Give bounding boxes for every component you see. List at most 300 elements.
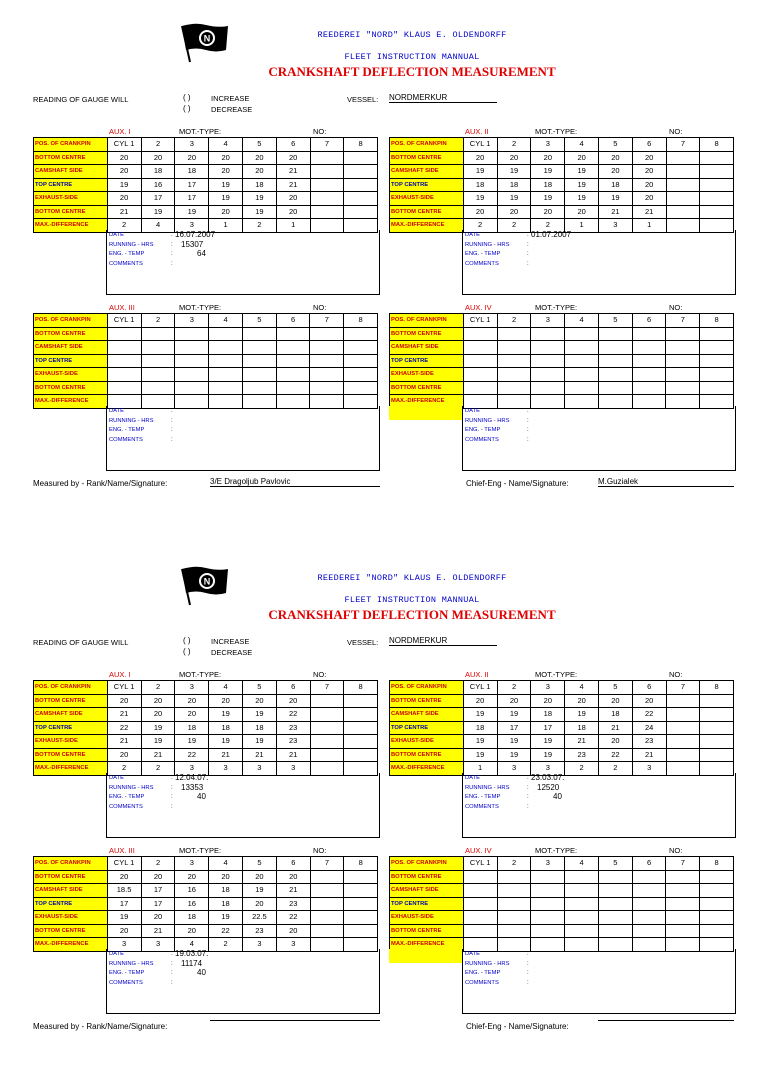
deflection-cell[interactable]: 18 xyxy=(599,708,633,722)
deflection-cell[interactable]: 20 xyxy=(243,165,277,179)
date-value[interactable]: 16.07.2007 xyxy=(175,230,216,239)
deflection-cell[interactable] xyxy=(107,341,141,355)
deflection-cell[interactable] xyxy=(463,354,497,368)
deflection-cell[interactable] xyxy=(700,381,734,395)
deflection-cell[interactable] xyxy=(565,870,599,884)
deflection-cell[interactable]: 3 xyxy=(276,938,310,952)
deflection-cell[interactable] xyxy=(700,341,734,355)
deflection-cell[interactable] xyxy=(344,178,378,192)
deflection-cell[interactable] xyxy=(565,368,599,382)
deflection-cell[interactable] xyxy=(497,327,531,341)
deflection-cell[interactable] xyxy=(565,911,599,925)
deflection-cell[interactable]: 16 xyxy=(141,178,175,192)
deflection-cell[interactable] xyxy=(700,721,734,735)
deflection-cell[interactable]: 21 xyxy=(632,205,666,219)
deflection-cell[interactable]: 20 xyxy=(209,694,243,708)
deflection-cell[interactable]: 2 xyxy=(531,219,565,233)
deflection-cell[interactable] xyxy=(310,735,344,749)
deflection-cell[interactable] xyxy=(209,354,243,368)
deflection-cell[interactable] xyxy=(531,884,565,898)
deflection-cell[interactable]: 20 xyxy=(497,694,531,708)
deflection-cell[interactable]: 21 xyxy=(276,165,310,179)
deflection-cell[interactable] xyxy=(209,368,243,382)
deflection-cell[interactable]: 20 xyxy=(531,205,565,219)
deflection-cell[interactable] xyxy=(632,368,666,382)
deflection-cell[interactable]: 3 xyxy=(209,762,243,776)
deflection-cell[interactable] xyxy=(463,341,497,355)
deflection-cell[interactable]: 23 xyxy=(242,924,276,938)
deflection-cell[interactable] xyxy=(598,924,632,938)
deflection-cell[interactable] xyxy=(666,735,700,749)
deflection-cell[interactable]: 1 xyxy=(565,219,599,233)
deflection-cell[interactable]: 2 xyxy=(565,762,599,776)
deflection-cell[interactable]: 20 xyxy=(107,870,141,884)
deflection-cell[interactable]: 21 xyxy=(276,884,310,898)
deflection-cell[interactable]: 20 xyxy=(565,151,599,165)
deflection-cell[interactable] xyxy=(344,165,378,179)
deflection-cell[interactable]: 16 xyxy=(175,884,209,898)
deflection-cell[interactable]: 21 xyxy=(243,748,277,762)
deflection-cell[interactable]: 20 xyxy=(276,192,310,206)
deflection-cell[interactable] xyxy=(141,368,175,382)
deflection-cell[interactable]: 2 xyxy=(599,762,633,776)
deflection-cell[interactable]: 17 xyxy=(141,897,175,911)
deflection-cell[interactable]: 2 xyxy=(107,762,141,776)
deflection-cell[interactable] xyxy=(598,911,632,925)
deflection-cell[interactable]: 19 xyxy=(531,748,565,762)
deflection-cell[interactable]: 20 xyxy=(599,735,633,749)
deflection-cell[interactable] xyxy=(700,327,734,341)
deflection-cell[interactable] xyxy=(666,192,700,206)
deflection-cell[interactable]: 19 xyxy=(243,192,277,206)
deflection-cell[interactable] xyxy=(310,748,344,762)
deflection-cell[interactable] xyxy=(175,354,209,368)
deflection-cell[interactable] xyxy=(666,694,700,708)
deflection-cell[interactable]: 20 xyxy=(497,151,531,165)
deflection-cell[interactable]: 21 xyxy=(209,748,243,762)
deflection-cell[interactable]: 19 xyxy=(242,884,276,898)
deflection-cell[interactable]: 20 xyxy=(141,708,175,722)
deflection-cell[interactable]: 19 xyxy=(565,708,599,722)
deflection-cell[interactable] xyxy=(666,708,700,722)
deflection-cell[interactable] xyxy=(310,341,344,355)
deflection-cell[interactable] xyxy=(666,354,700,368)
deflection-cell[interactable]: 22 xyxy=(276,708,310,722)
deflection-cell[interactable]: 19 xyxy=(107,178,141,192)
deflection-cell[interactable] xyxy=(344,748,378,762)
deflection-cell[interactable] xyxy=(344,884,378,898)
deflection-cell[interactable]: 20 xyxy=(175,924,209,938)
deflection-cell[interactable]: 20 xyxy=(175,708,209,722)
deflection-cell[interactable] xyxy=(531,327,565,341)
deflection-cell[interactable] xyxy=(700,911,734,925)
deflection-cell[interactable]: 21 xyxy=(565,735,599,749)
deflection-cell[interactable]: 22 xyxy=(599,748,633,762)
deflection-cell[interactable] xyxy=(276,327,310,341)
deflection-cell[interactable] xyxy=(598,327,632,341)
deflection-cell[interactable] xyxy=(632,870,666,884)
deflection-cell[interactable]: 20 xyxy=(276,205,310,219)
deflection-cell[interactable] xyxy=(344,924,378,938)
deflection-cell[interactable] xyxy=(632,911,666,925)
temp-value[interactable]: 40 xyxy=(197,792,206,801)
deflection-cell[interactable] xyxy=(565,341,599,355)
deflection-cell[interactable] xyxy=(531,381,565,395)
deflection-cell[interactable] xyxy=(310,721,344,735)
deflection-cell[interactable]: 19 xyxy=(463,165,497,179)
deflection-cell[interactable]: 19 xyxy=(209,911,243,925)
deflection-cell[interactable]: 18 xyxy=(463,178,497,192)
deflection-cell[interactable]: 19 xyxy=(209,708,243,722)
deflection-cell[interactable] xyxy=(242,341,276,355)
deflection-cell[interactable]: 20 xyxy=(107,748,141,762)
deflection-cell[interactable]: 22 xyxy=(209,924,243,938)
chief-eng-field[interactable]: M.Guzialek xyxy=(598,477,734,487)
deflection-cell[interactable]: 20 xyxy=(141,911,175,925)
deflection-cell[interactable]: 20 xyxy=(276,924,310,938)
deflection-cell[interactable]: 18 xyxy=(463,721,497,735)
deflection-cell[interactable] xyxy=(632,327,666,341)
deflection-cell[interactable]: 20 xyxy=(632,694,666,708)
deflection-cell[interactable]: 22 xyxy=(107,721,141,735)
deflection-cell[interactable] xyxy=(344,341,378,355)
deflection-cell[interactable] xyxy=(175,341,209,355)
temp-value[interactable]: 40 xyxy=(553,792,562,801)
deflection-cell[interactable] xyxy=(666,341,700,355)
deflection-cell[interactable] xyxy=(598,381,632,395)
deflection-cell[interactable]: 20 xyxy=(209,870,243,884)
deflection-cell[interactable] xyxy=(463,924,497,938)
deflection-cell[interactable]: 20 xyxy=(107,924,141,938)
deflection-cell[interactable]: 18 xyxy=(599,178,633,192)
deflection-cell[interactable]: 20 xyxy=(107,192,141,206)
deflection-cell[interactable]: 20 xyxy=(599,165,633,179)
deflection-cell[interactable] xyxy=(344,694,378,708)
deflection-cell[interactable]: 19 xyxy=(209,192,243,206)
deflection-cell[interactable]: 4 xyxy=(175,938,209,952)
deflection-cell[interactable] xyxy=(700,192,734,206)
deflection-cell[interactable]: 19 xyxy=(209,735,243,749)
chief-eng-field[interactable] xyxy=(598,1020,734,1021)
deflection-cell[interactable]: 20 xyxy=(565,205,599,219)
deflection-cell[interactable] xyxy=(497,911,531,925)
deflection-cell[interactable]: 3 xyxy=(175,219,209,233)
deflection-cell[interactable]: 1 xyxy=(276,219,310,233)
deflection-cell[interactable] xyxy=(497,924,531,938)
deflection-cell[interactable] xyxy=(666,381,700,395)
deflection-cell[interactable]: 20 xyxy=(243,151,277,165)
deflection-cell[interactable]: 18 xyxy=(209,897,243,911)
deflection-cell[interactable] xyxy=(344,354,378,368)
deflection-cell[interactable]: 18 xyxy=(141,165,175,179)
deflection-cell[interactable] xyxy=(632,341,666,355)
deflection-cell[interactable]: 20 xyxy=(141,870,175,884)
deflection-cell[interactable]: 20 xyxy=(107,151,141,165)
deflection-cell[interactable]: 20 xyxy=(141,694,175,708)
deflection-cell[interactable] xyxy=(276,368,310,382)
deflection-cell[interactable]: 20 xyxy=(175,694,209,708)
deflection-cell[interactable] xyxy=(141,381,175,395)
deflection-cell[interactable] xyxy=(565,327,599,341)
deflection-cell[interactable] xyxy=(242,381,276,395)
deflection-cell[interactable]: 20 xyxy=(107,694,141,708)
deflection-cell[interactable]: 18 xyxy=(243,178,277,192)
deflection-cell[interactable]: 20 xyxy=(209,151,243,165)
deflection-cell[interactable]: 17 xyxy=(531,721,565,735)
deflection-cell[interactable] xyxy=(310,911,344,925)
deflection-cell[interactable]: 20 xyxy=(209,205,243,219)
deflection-cell[interactable]: 17 xyxy=(175,192,209,206)
deflection-cell[interactable] xyxy=(497,897,531,911)
deflection-cell[interactable] xyxy=(344,708,378,722)
deflection-cell[interactable] xyxy=(666,721,700,735)
deflection-cell[interactable] xyxy=(700,205,734,219)
deflection-cell[interactable] xyxy=(666,884,700,898)
deflection-cell[interactable]: 3 xyxy=(242,938,276,952)
deflection-cell[interactable]: 23 xyxy=(276,897,310,911)
deflection-cell[interactable] xyxy=(497,381,531,395)
deflection-cell[interactable]: 19 xyxy=(497,192,531,206)
deflection-cell[interactable] xyxy=(344,911,378,925)
deflection-cell[interactable] xyxy=(242,368,276,382)
deflection-cell[interactable]: 16 xyxy=(175,897,209,911)
deflection-cell[interactable] xyxy=(344,327,378,341)
deflection-cell[interactable]: 21 xyxy=(107,205,141,219)
deflection-cell[interactable]: 21 xyxy=(632,748,666,762)
deflection-cell[interactable] xyxy=(344,870,378,884)
deflection-cell[interactable] xyxy=(107,381,141,395)
deflection-cell[interactable] xyxy=(700,924,734,938)
deflection-cell[interactable]: 20 xyxy=(599,151,633,165)
deflection-cell[interactable]: 20 xyxy=(497,205,531,219)
deflection-cell[interactable]: 17 xyxy=(141,192,175,206)
hrs-value[interactable]: 15307 xyxy=(181,239,204,249)
deflection-cell[interactable] xyxy=(666,151,700,165)
deflection-cell[interactable] xyxy=(666,165,700,179)
deflection-cell[interactable]: 18 xyxy=(243,721,277,735)
deflection-cell[interactable] xyxy=(344,735,378,749)
deflection-cell[interactable]: 3 xyxy=(175,762,209,776)
deflection-cell[interactable]: 23 xyxy=(632,735,666,749)
deflection-cell[interactable] xyxy=(141,354,175,368)
temp-value[interactable]: 40 xyxy=(197,968,206,977)
deflection-cell[interactable] xyxy=(276,354,310,368)
deflection-cell[interactable] xyxy=(242,327,276,341)
deflection-cell[interactable]: 2 xyxy=(497,219,531,233)
deflection-cell[interactable] xyxy=(310,884,344,898)
deflection-cell[interactable] xyxy=(141,327,175,341)
deflection-cell[interactable]: 3 xyxy=(531,762,565,776)
deflection-cell[interactable]: 17 xyxy=(497,721,531,735)
deflection-cell[interactable] xyxy=(310,708,344,722)
deflection-cell[interactable] xyxy=(175,368,209,382)
deflection-cell[interactable] xyxy=(310,381,344,395)
deflection-cell[interactable]: 19 xyxy=(243,205,277,219)
deflection-cell[interactable] xyxy=(700,735,734,749)
deflection-cell[interactable] xyxy=(344,897,378,911)
deflection-cell[interactable]: 19 xyxy=(141,205,175,219)
date-value[interactable]: 19.03.07. xyxy=(175,949,209,958)
deflection-cell[interactable]: 22 xyxy=(175,748,209,762)
deflection-cell[interactable] xyxy=(666,870,700,884)
deflection-cell[interactable]: 20 xyxy=(141,151,175,165)
deflection-cell[interactable]: 2 xyxy=(463,219,497,233)
deflection-cell[interactable] xyxy=(700,368,734,382)
deflection-cell[interactable]: 19 xyxy=(497,735,531,749)
deflection-cell[interactable] xyxy=(141,341,175,355)
deflection-cell[interactable] xyxy=(700,748,734,762)
deflection-cell[interactable] xyxy=(666,911,700,925)
deflection-cell[interactable]: 20 xyxy=(632,178,666,192)
deflection-cell[interactable] xyxy=(598,368,632,382)
deflection-cell[interactable]: 20 xyxy=(276,870,310,884)
deflection-cell[interactable]: 20 xyxy=(632,151,666,165)
deflection-cell[interactable] xyxy=(598,341,632,355)
deflection-cell[interactable]: 19 xyxy=(531,165,565,179)
deflection-cell[interactable]: 20 xyxy=(209,165,243,179)
deflection-cell[interactable] xyxy=(700,897,734,911)
measured-by-field[interactable]: 3/E Dragoljub Pavlovic xyxy=(210,477,380,487)
deflection-cell[interactable]: 19 xyxy=(243,708,277,722)
deflection-cell[interactable] xyxy=(666,924,700,938)
deflection-cell[interactable]: 18 xyxy=(209,884,243,898)
deflection-cell[interactable] xyxy=(463,327,497,341)
deflection-cell[interactable] xyxy=(276,381,310,395)
deflection-cell[interactable] xyxy=(531,911,565,925)
deflection-cell[interactable] xyxy=(700,884,734,898)
deflection-cell[interactable] xyxy=(497,341,531,355)
deflection-cell[interactable]: 18 xyxy=(497,178,531,192)
deflection-cell[interactable] xyxy=(632,897,666,911)
deflection-cell[interactable]: 21 xyxy=(107,735,141,749)
deflection-cell[interactable]: 18 xyxy=(531,178,565,192)
deflection-cell[interactable]: 3 xyxy=(107,938,141,952)
date-value[interactable]: 12.04.07. xyxy=(175,773,209,782)
deflection-cell[interactable] xyxy=(598,884,632,898)
deflection-cell[interactable] xyxy=(463,870,497,884)
deflection-cell[interactable]: 18 xyxy=(175,911,209,925)
deflection-cell[interactable]: 19 xyxy=(531,735,565,749)
deflection-cell[interactable]: 20 xyxy=(242,897,276,911)
deflection-cell[interactable] xyxy=(531,341,565,355)
deflection-cell[interactable]: 2 xyxy=(141,762,175,776)
deflection-cell[interactable]: 19 xyxy=(497,748,531,762)
deflection-cell[interactable]: 20 xyxy=(276,694,310,708)
deflection-cell[interactable] xyxy=(344,381,378,395)
deflection-cell[interactable]: 19 xyxy=(243,735,277,749)
deflection-cell[interactable] xyxy=(531,354,565,368)
deflection-cell[interactable] xyxy=(700,870,734,884)
deflection-cell[interactable] xyxy=(276,341,310,355)
deflection-cell[interactable] xyxy=(666,368,700,382)
temp-value[interactable]: 64 xyxy=(197,249,206,258)
measured-by-field[interactable] xyxy=(210,1020,380,1021)
date-value[interactable]: 01.07.2007 xyxy=(531,230,572,239)
deflection-cell[interactable]: 19 xyxy=(463,708,497,722)
deflection-cell[interactable]: 19 xyxy=(565,178,599,192)
deflection-cell[interactable]: 20 xyxy=(531,151,565,165)
deflection-cell[interactable]: 19 xyxy=(141,735,175,749)
deflection-cell[interactable]: 19 xyxy=(175,205,209,219)
deflection-cell[interactable] xyxy=(598,897,632,911)
deflection-cell[interactable] xyxy=(700,708,734,722)
deflection-cell[interactable] xyxy=(565,354,599,368)
deflection-cell[interactable]: 23 xyxy=(565,748,599,762)
deflection-cell[interactable] xyxy=(497,354,531,368)
deflection-cell[interactable] xyxy=(531,870,565,884)
deflection-cell[interactable]: 1 xyxy=(632,219,666,233)
deflection-cell[interactable]: 19 xyxy=(141,721,175,735)
deflection-cell[interactable]: 20 xyxy=(175,151,209,165)
deflection-cell[interactable] xyxy=(310,897,344,911)
deflection-cell[interactable] xyxy=(310,165,344,179)
deflection-cell[interactable] xyxy=(344,205,378,219)
deflection-cell[interactable] xyxy=(497,368,531,382)
deflection-cell[interactable]: 18 xyxy=(531,708,565,722)
deflection-cell[interactable] xyxy=(209,341,243,355)
deflection-cell[interactable]: 21 xyxy=(141,924,175,938)
deflection-cell[interactable]: 19 xyxy=(463,735,497,749)
deflection-cell[interactable]: 20 xyxy=(565,694,599,708)
deflection-cell[interactable]: 21 xyxy=(599,205,633,219)
deflection-cell[interactable] xyxy=(700,165,734,179)
deflection-cell[interactable]: 17 xyxy=(141,884,175,898)
deflection-cell[interactable]: 19 xyxy=(175,735,209,749)
deflection-cell[interactable] xyxy=(310,368,344,382)
deflection-cell[interactable] xyxy=(107,354,141,368)
deflection-cell[interactable] xyxy=(598,870,632,884)
deflection-cell[interactable] xyxy=(666,205,700,219)
date-value[interactable]: 23.03.07. xyxy=(531,773,565,782)
deflection-cell[interactable]: 18 xyxy=(209,721,243,735)
deflection-cell[interactable] xyxy=(565,897,599,911)
deflection-cell[interactable]: 22 xyxy=(276,911,310,925)
deflection-cell[interactable] xyxy=(463,381,497,395)
deflection-cell[interactable] xyxy=(310,354,344,368)
deflection-cell[interactable]: 20 xyxy=(276,151,310,165)
deflection-cell[interactable]: 3 xyxy=(243,762,277,776)
deflection-cell[interactable]: 3 xyxy=(141,938,175,952)
deflection-cell[interactable] xyxy=(463,911,497,925)
deflection-cell[interactable]: 19 xyxy=(599,192,633,206)
deflection-cell[interactable] xyxy=(344,721,378,735)
deflection-cell[interactable] xyxy=(175,327,209,341)
deflection-cell[interactable]: 19 xyxy=(497,708,531,722)
deflection-cell[interactable] xyxy=(700,694,734,708)
deflection-cell[interactable]: 19 xyxy=(531,192,565,206)
deflection-cell[interactable]: 20 xyxy=(107,165,141,179)
deflection-cell[interactable] xyxy=(632,354,666,368)
deflection-cell[interactable] xyxy=(531,368,565,382)
deflection-cell[interactable] xyxy=(598,354,632,368)
deflection-cell[interactable]: 21 xyxy=(276,178,310,192)
deflection-cell[interactable] xyxy=(565,381,599,395)
deflection-cell[interactable]: 24 xyxy=(632,721,666,735)
vessel-name-field[interactable]: NORDMERKUR xyxy=(389,636,497,646)
deflection-cell[interactable]: 19 xyxy=(497,165,531,179)
deflection-cell[interactable] xyxy=(666,748,700,762)
deflection-cell[interactable]: 4 xyxy=(141,219,175,233)
deflection-cell[interactable]: 3 xyxy=(632,762,666,776)
deflection-cell[interactable]: 22 xyxy=(632,708,666,722)
deflection-cell[interactable] xyxy=(310,924,344,938)
deflection-cell[interactable]: 19 xyxy=(565,192,599,206)
deflection-cell[interactable] xyxy=(463,368,497,382)
deflection-cell[interactable] xyxy=(209,381,243,395)
deflection-cell[interactable]: 2 xyxy=(243,219,277,233)
deflection-cell[interactable]: 2 xyxy=(209,938,243,952)
deflection-cell[interactable] xyxy=(310,192,344,206)
